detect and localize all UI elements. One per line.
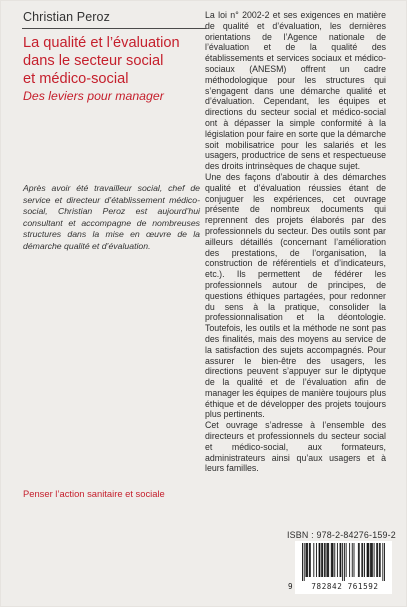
barcode-bar — [309, 543, 310, 577]
barcode-bar — [346, 543, 347, 577]
barcode-bar — [384, 543, 385, 581]
barcode-bar — [352, 543, 353, 577]
barcode-bar — [305, 543, 306, 577]
barcode-bar — [377, 543, 378, 577]
barcode-bar — [342, 543, 343, 581]
blurb-paragraph: Une des façons d’aboutir à des démarches qualité et d’évaluation réussies étant de conjuguer les expériences, cet ouvrage présente de nombreux documents qui reprennent des projets élaborés par des professionnels du secteur. Des outils sont par ailleurs détaillés (concernant l’amélioration des prestations, de l’organisation, la construction de référentiels et d’indicateurs, etc.). Ils permettent de fédérer les professionnels autour de principes, de questions éthiques partagées, pour redonner du sens à la pratique, consolider la professionnalisation et la déontologie. Toutefois, les outils et la méthode ne sont pas des finalités, mais des moyens au service de la satisfaction des sujets accompagnés. Pour assurer le bien-être des usagers, les directions peuvent s’appuyer sur le diptyque de la qualité et de l’évaluation afin de manager les équipes de manière toujours plus éthique et de développer des projets toujours plus pertinents. — [205, 171, 386, 420]
barcode-bar — [324, 543, 325, 577]
barcode-bar — [349, 543, 350, 577]
author-name: Christian Peroz — [23, 10, 110, 24]
barcode-bar — [313, 543, 314, 577]
barcode-bar — [380, 543, 381, 577]
barcode-bar — [304, 543, 305, 581]
barcode-bar — [327, 543, 328, 577]
barcode-bar — [310, 543, 311, 577]
barcode-lead-digit: 9 — [288, 582, 293, 591]
isbn: ISBN : 978-2-84276-159-2 — [287, 530, 396, 540]
blurb-paragraph: La loi n° 2002-2 et ses exigences en matière de qualité et d’évaluation, les dernières orientations de l’Agence nationale de l’évaluation et de la qualité des établissements et services sociaux et médico-sociaux (ANESM) offrent un cadre méthodologique pour les structures qui s’engagent dans une démarche qualité et d’évaluation. Cependant, les équipes et directions du secteur social et médico-social ont à dépasser la simple conformité à la législation pour faire en sorte que la démarche soit mobilisatrice pour les salariés et les usagers, productrice de sens et respectueuse des droits intrinsèques de chaque sujet. — [205, 10, 386, 172]
barcode-bar — [368, 543, 369, 577]
barcode-bar — [359, 543, 360, 577]
barcode-bar — [358, 543, 359, 577]
barcode-bar — [379, 543, 380, 577]
barcode-bar — [361, 543, 362, 577]
title-line: La qualité et l’évaluation — [23, 35, 180, 51]
barcode-digits: 782842 761592 — [311, 582, 379, 591]
author-bio: Après avoir été travailleur social, chef de service et directeur d’établissement médico-social, Christian Peroz est aujourd’hui consultant et accompagne de nombreuses structures dans la mise en œuvre de la démarche qualité et d’évaluation. — [23, 183, 200, 251]
blurb-paragraph: Cet ouvrage s’adresse à l’ensemble des directeurs et professionnels du secteur social et médico-social, aux formateurs, administrateurs ainsi qu’aux usagers et à leurs familles. — [205, 420, 386, 474]
barcode-bar — [302, 543, 303, 581]
book-title — [23, 34, 208, 88]
barcode-bar — [370, 543, 371, 577]
barcode-bar — [319, 543, 320, 577]
barcode-bar — [332, 543, 333, 577]
author-divider — [22, 28, 206, 29]
barcode-bar — [376, 543, 377, 577]
barcode-bar — [367, 543, 368, 577]
title-line: dans le secteur social — [23, 53, 164, 69]
barcode-bar — [374, 543, 375, 577]
barcode-bar — [382, 543, 383, 581]
barcode-bar — [372, 543, 373, 577]
barcode-bar — [337, 543, 338, 577]
barcode-bar — [306, 543, 307, 577]
barcode-bar — [362, 543, 363, 577]
barcode-bar — [340, 543, 341, 577]
barcode-bar — [371, 543, 372, 577]
book-subtitle: Des leviers pour manager — [23, 89, 164, 103]
series-name: Penser l’action sanitaire et sociale — [23, 488, 165, 499]
barcode-bar — [334, 543, 335, 577]
barcode-bar — [326, 543, 327, 577]
barcode-bar — [331, 543, 332, 577]
blurb-column — [205, 10, 386, 474]
barcode-bar — [340, 543, 341, 577]
barcode-bars — [302, 543, 385, 581]
barcode-bar — [368, 543, 369, 577]
barcode-bar — [354, 543, 355, 577]
barcode-bar — [321, 543, 322, 577]
barcode-bar — [364, 543, 365, 577]
barcode-bar — [307, 543, 308, 577]
barcode-bar — [325, 543, 326, 577]
title-line: et médico-social — [23, 71, 129, 87]
barcode-bar — [316, 543, 317, 577]
barcode-bar — [319, 543, 320, 577]
barcode-bar — [344, 543, 345, 581]
barcode-bar — [322, 543, 323, 577]
barcode-bar — [328, 543, 329, 577]
barcode-bar — [333, 543, 334, 577]
